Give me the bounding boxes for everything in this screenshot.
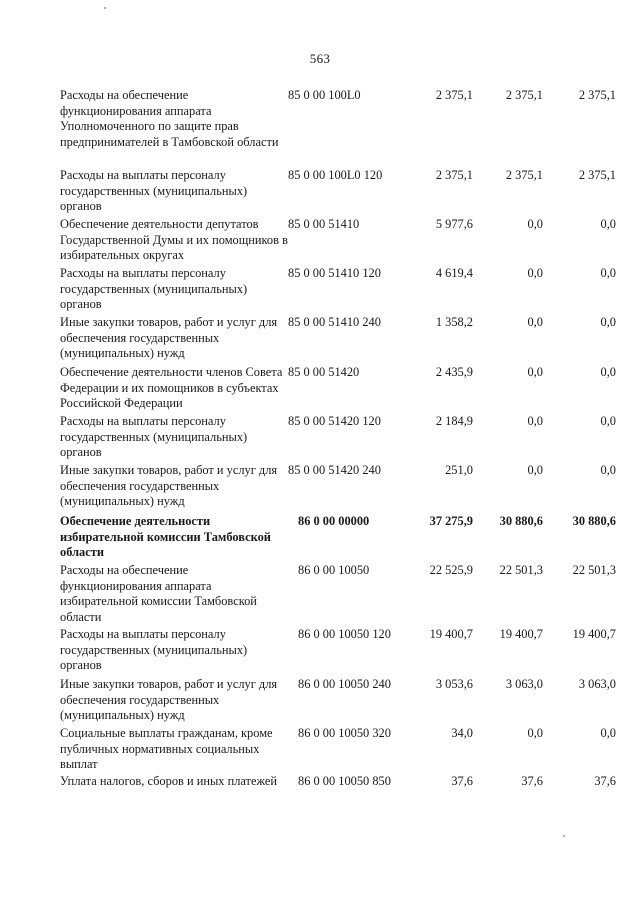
row-value-2: 30 880,6 (499, 514, 543, 528)
row-code: 85 0 00 51420 120 (288, 414, 381, 428)
row-value-2: 0,0 (527, 217, 543, 231)
row-value-3: 3 063,0 (578, 677, 616, 691)
row-value-2: 0,0 (527, 315, 543, 329)
row-value-2: 0,0 (527, 414, 543, 428)
row-value-3: 19 400,7 (572, 627, 616, 641)
row-code: 86 0 00 10050 850 (298, 774, 391, 788)
row-value-3: 0,0 (600, 315, 616, 329)
row-description: Обеспечение деятельности избирательной комиссии Тамбовской области (60, 514, 271, 559)
row-value-3: 30 880,6 (572, 514, 616, 528)
row-code: 85 0 00 51420 240 (288, 463, 381, 477)
row-description: Уплата налогов, сборов и иных платежей (60, 774, 278, 788)
row-value-2: 2 375,1 (505, 168, 543, 182)
row-value-1: 34,0 (451, 726, 473, 740)
row-value-3: 0,0 (600, 266, 616, 280)
row-value-3: 0,0 (600, 463, 616, 477)
row-value-3: 0,0 (600, 726, 616, 740)
row-code: 85 0 00 100L0 120 (288, 168, 383, 182)
row-value-1: 2 375,1 (435, 168, 473, 182)
row-code: 86 0 00 10050 320 (298, 726, 391, 740)
row-value-2: 0,0 (527, 365, 543, 379)
row-value-3: 0,0 (600, 365, 616, 379)
row-code: 85 0 00 51410 120 (288, 266, 381, 280)
row-value-1: 22 525,9 (429, 563, 473, 577)
row-description: Иные закупки товаров, работ и услуг для обеспечения государственных (муниципальных) нужд (60, 315, 278, 360)
row-description: Иные закупки товаров, работ и услуг для обеспечения государственных (муниципальных) нужд (60, 463, 278, 508)
row-code: 85 0 00 100L0 (288, 88, 361, 102)
row-value-1: 37 275,9 (429, 514, 473, 528)
row-value-2: 22 501,3 (499, 563, 543, 577)
row-code: 85 0 00 51420 (288, 365, 360, 379)
row-value-2: 0,0 (527, 266, 543, 280)
row-description: Расходы на обеспечение функционирования аппарата Уполномоченного по защите прав предпринимателей в Тамбовской области (60, 88, 279, 149)
row-description: Расходы на выплаты персоналу государственных (муниципальных) органов (60, 414, 248, 459)
row-value-3: 0,0 (600, 414, 616, 428)
row-description: Расходы на выплаты персоналу государственных (муниципальных) органов (60, 266, 248, 311)
row-description: Обеспечение деятельности членов Совета Федерации и их помощников в субъектах Российской Федерации (60, 365, 283, 410)
row-code: 86 0 00 10050 120 (298, 627, 391, 641)
row-value-1: 1 358,2 (435, 315, 473, 329)
row-value-2: 37,6 (521, 774, 543, 788)
row-value-2: 3 063,0 (505, 677, 543, 691)
row-description: Расходы на выплаты персоналу государственных (муниципальных) органов (60, 168, 248, 213)
row-description: Расходы на обеспечение функционирования аппарата избирательной комиссии Тамбовской области (60, 563, 257, 624)
row-value-1: 251,0 (445, 463, 473, 477)
row-value-2: 19 400,7 (499, 627, 543, 641)
row-value-1: 3 053,6 (435, 677, 473, 691)
row-value-1: 2 435,9 (435, 365, 473, 379)
row-description: Социальные выплаты гражданам, кроме публичных нормативных социальных выплат (60, 726, 273, 771)
row-code: 85 0 00 51410 (288, 217, 360, 231)
row-value-1: 19 400,7 (429, 627, 473, 641)
scan-speck (563, 835, 565, 837)
scan-speck (104, 7, 106, 9)
row-value-1: 37,6 (451, 774, 473, 788)
row-code: 86 0 00 00000 (298, 514, 370, 528)
row-description: Расходы на выплаты персоналу государственных (муниципальных) органов (60, 627, 248, 672)
row-description: Иные закупки товаров, работ и услуг для обеспечения государственных (муниципальных) нужд (60, 677, 278, 722)
row-value-3: 0,0 (600, 217, 616, 231)
row-value-3: 2 375,1 (578, 88, 616, 102)
row-code: 86 0 00 10050 240 (298, 677, 391, 691)
page-number: 563 (309, 51, 331, 66)
row-value-3: 2 375,1 (578, 168, 616, 182)
row-value-1: 2 375,1 (435, 88, 473, 102)
row-code: 85 0 00 51410 240 (288, 315, 381, 329)
row-value-2: 0,0 (527, 726, 543, 740)
row-value-1: 4 619,4 (435, 266, 473, 280)
row-value-1: 2 184,9 (435, 414, 473, 428)
row-code: 86 0 00 10050 (298, 563, 370, 577)
row-value-2: 2 375,1 (505, 88, 543, 102)
row-value-3: 22 501,3 (572, 563, 616, 577)
row-value-1: 5 977,6 (435, 217, 473, 231)
row-description: Обеспечение деятельности депутатов Государственной Думы и их помощников в избирательных округах (60, 217, 288, 262)
row-value-2: 0,0 (527, 463, 543, 477)
row-value-3: 37,6 (594, 774, 616, 788)
